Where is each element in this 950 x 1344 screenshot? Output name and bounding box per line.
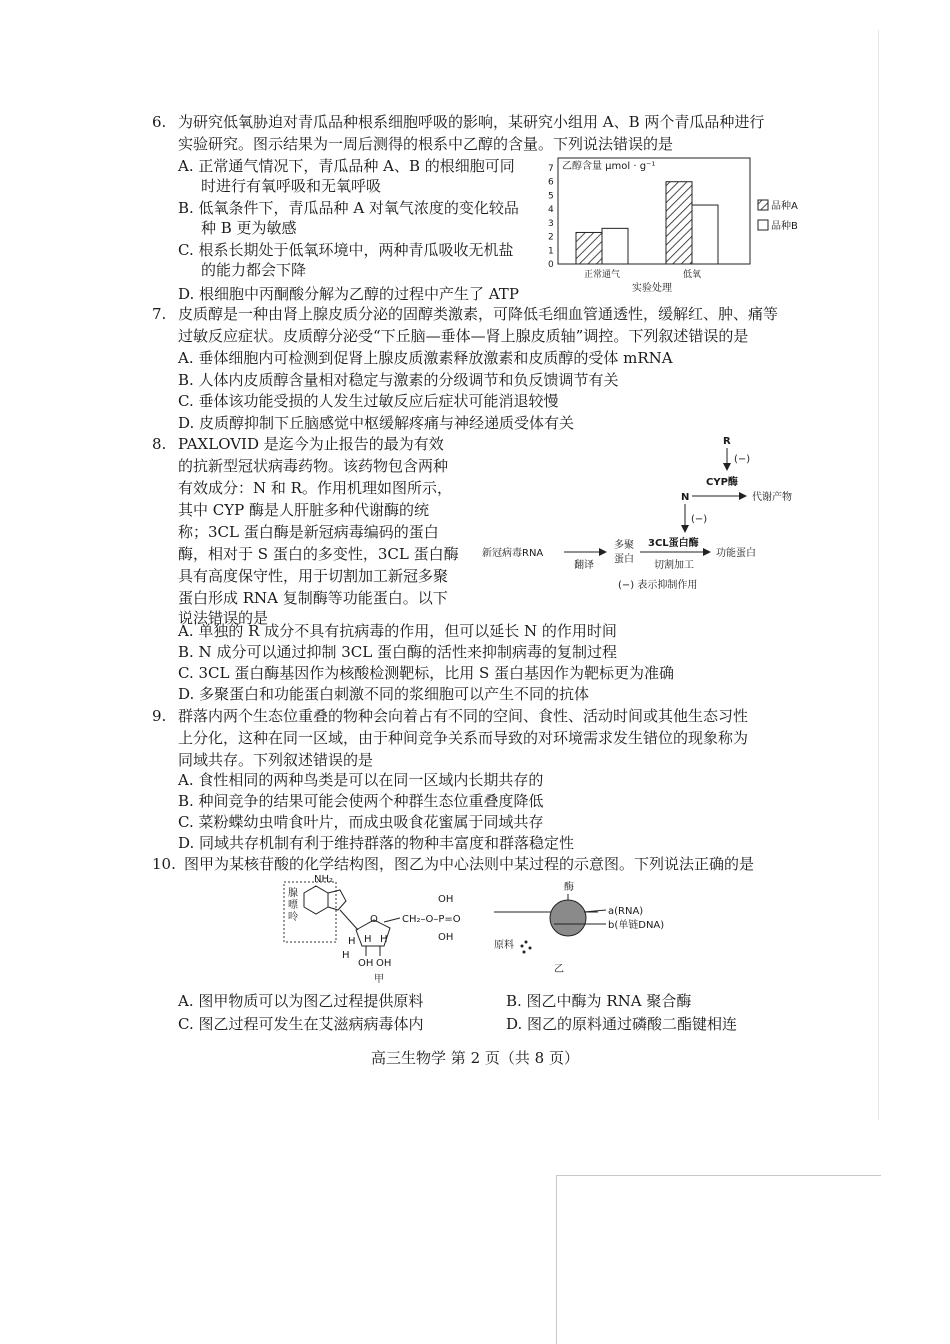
- q9-number: 9.: [152, 707, 167, 725]
- diagram-cut: 切割加工: [654, 560, 694, 571]
- q6-option-b-cont: 种 B 更为敏感: [201, 219, 297, 237]
- q8-option-b: B. N 成分可以通过抑制 3CL 蛋白酶的活性来抑制病毒的复制过程: [178, 643, 617, 661]
- q7-option-c: C. 垂体该功能受损的人发生过敏反应后症状可能消退较慢: [178, 392, 559, 410]
- q8-stem-line6: 酶，相对于 S 蛋白的多变性，3CL 蛋白酶: [178, 545, 459, 563]
- nh2-label: NH₂: [314, 874, 334, 885]
- y-tick-label: 2: [548, 232, 554, 243]
- q9-stem-line3: 同域共存。下列叙述错误的是: [178, 751, 374, 769]
- bar-品种A-正常通气: [576, 232, 602, 264]
- q10-option-b: B. 图乙中酶为 RNA 聚合酶: [506, 992, 692, 1010]
- y-tick-label: 0: [548, 260, 554, 270]
- q9-option-c: C. 菜粉蝶幼虫啃食叶片，而成虫吸食花蜜属于同域共存: [178, 813, 544, 831]
- q6-option-c-cont: 的能力都会下降: [201, 261, 307, 279]
- chart-legend: [758, 199, 798, 232]
- oh-3prime: OH: [376, 958, 392, 969]
- y-tick-label: 6: [548, 177, 554, 188]
- chart-xlabel: 实验处理: [632, 283, 672, 294]
- q8-option-c: C. 3CL 蛋白酶基因作为核酸检测靶标，比用 S 蛋白基因作为靶标更为准确: [178, 664, 675, 682]
- q6-option-c: C. 根系长期处于低氧环境中，两种青瓜吸收无机盐: [178, 241, 514, 259]
- q6-option-a-cont: 时进行有氧呼吸和无氧呼吸: [201, 177, 382, 195]
- figure-jia-label: 甲: [374, 974, 384, 984]
- q8-stem-line1: PAXLOVID 是迄今为止报告的最为有效: [178, 435, 444, 453]
- y-tick-label: 3: [548, 218, 554, 229]
- q6-stem-line1: 为研究低氧胁迫对青瓜品种根系细胞呼吸的影响，某研究小组用 A、B 两个青瓜品种进行: [178, 113, 765, 131]
- h-1: H: [348, 936, 356, 947]
- strand-b-label: b(单链DNA): [608, 920, 665, 931]
- diagram-r: R: [723, 436, 731, 447]
- base-char-3: 呤: [288, 912, 298, 923]
- chart-title: 乙醇含量 μmol · g⁻¹: [562, 161, 656, 172]
- paxlovid-mechanism-diagram: [478, 428, 818, 598]
- y-tick-label: 7: [548, 164, 554, 174]
- q10-option-c: C. 图乙过程可发生在艾滋病病毒体内: [178, 1015, 424, 1033]
- diagram-inhibit-2: (−): [691, 514, 708, 525]
- q6-option-b: B. 低氧条件下，青瓜品种 A 对氧气浓度的变化较品: [178, 199, 519, 217]
- legend-swatch-a: [758, 200, 768, 210]
- q8-stem-line2: 的抗新型冠状病毒药物。该药物包含两种: [178, 457, 449, 475]
- phosphate-oh-bottom: OH: [438, 932, 454, 943]
- x-category-label: 低氧: [682, 270, 702, 280]
- x-category-label: 正常通气: [583, 270, 621, 280]
- q7-option-b: B. 人体内皮质醇含量相对稳定与激素的分级调节和负反馈调节有关: [178, 371, 619, 389]
- q9-stem-line2: 上分化，这种在同一区域，由于种间竞争关系而导致的对环境需求发生错位的现象称为: [178, 729, 749, 747]
- q6-stem-line2: 实验研究。图示结果为一周后测得的根系中乙醇的含量。下列说法错误的是: [178, 135, 674, 153]
- y-tick-label: 5: [548, 191, 554, 202]
- q8-stem-line4: 其中 CYP 酶是人肝脏多种代谢酶的统: [178, 501, 430, 519]
- strand-a-label: a(RNA): [608, 906, 644, 917]
- bar-品种A-低氧: [666, 182, 692, 264]
- diagram-virus-rna: 新冠病毒RNA: [482, 548, 544, 559]
- q7-option-d: D. 皮质醇抑制下丘脑感觉中枢缓解疼痛与神经递质受体有关: [178, 414, 575, 432]
- q9-option-d: D. 同域共存机制有利于维持群落的物种丰富度和群落稳定性: [178, 834, 575, 852]
- diagram-translate: 翻译: [574, 560, 594, 571]
- purine-hexagon: [304, 886, 328, 914]
- h-2: H: [364, 934, 372, 945]
- legend-label-a: 品种A: [771, 201, 798, 212]
- bar-品种B-正常通气: [602, 228, 628, 264]
- ring-oxygen: O: [370, 914, 378, 925]
- q8-option-a: A. 单独的 R 成分不具有抗病毒的作用，但可以延长 N 的作用时间: [178, 622, 617, 640]
- h-4: H: [342, 950, 350, 961]
- h-3: H: [380, 934, 388, 945]
- q9-stem-line1: 群落内两个生态位重叠的物种会向着占有不同的空间、食性、活动时间或其他生态习性: [178, 707, 749, 725]
- q8-stem-line3: 有效成分：N 和 R。作用机理如图所示，: [178, 479, 452, 497]
- diagram-note: (−) 表示抑制作用: [618, 580, 698, 591]
- q7-stem-line1: 皮质醇是一种由肾上腺皮质分泌的固醇类激素，可降低毛细血管通透性，缓解红、肿、痛等: [178, 305, 779, 323]
- q8-stem-line9: 说法错误的是: [178, 609, 269, 627]
- diagram-metabolite: 代谢产物: [752, 492, 792, 503]
- ethanol-bar-chart: [540, 150, 820, 298]
- q10-number: 10.: [152, 855, 176, 873]
- q6-option-a: A. 正常通气情况下，青瓜品种 A、B 的根细胞可同: [178, 157, 515, 175]
- diagram-poly-2: 蛋白: [614, 554, 634, 565]
- diagram-n: N: [681, 492, 690, 503]
- q9-option-b: B. 种间竞争的结果可能会使两个种群生态位重叠度降低: [178, 792, 544, 810]
- purine-pentagon: [328, 890, 346, 910]
- q10-option-a: A. 图甲物质可以为图乙过程提供原料: [178, 992, 424, 1010]
- q8-number: 8.: [152, 435, 167, 453]
- q9-option-a: A. 食性相同的两种鸟类是可以在同一区域内长期共存的: [178, 771, 544, 789]
- nucleotide-structure-figure: [280, 872, 480, 984]
- y-tick-label: 1: [548, 246, 554, 257]
- diagram-inhibit-1: (−): [734, 454, 751, 465]
- diagram-func-protein: 功能蛋白: [716, 548, 756, 559]
- oh-2prime: OH: [358, 958, 374, 969]
- q10-stem: 图甲为某核苷酸的化学结构图，图乙为中心法则中某过程的示意图。下列说法正确的是: [184, 855, 755, 873]
- q8-option-d: D. 多聚蛋白和功能蛋白刺激不同的浆细胞可以产生不同的抗体: [178, 685, 590, 703]
- legend-label-b: 品种B: [771, 221, 798, 232]
- raw-material-label: 原料: [494, 940, 514, 951]
- y-tick-label: 4: [548, 205, 554, 216]
- q8-stem-line7: 具有高度保守性，用于切割加工新冠多聚: [178, 567, 449, 585]
- q8-stem-line5: 称；3CL 蛋白酶是新冠病毒编码的蛋白: [178, 523, 439, 541]
- base-char-2: 嘌: [288, 900, 298, 911]
- enzyme-label: 酶: [564, 882, 574, 893]
- scan-corner-box: [556, 1175, 881, 1344]
- q8-stem-line8: 蛋白形成 RNA 复制酶等功能蛋白。以下: [178, 589, 448, 607]
- bar-品种B-低氧: [692, 205, 718, 264]
- phosphate-oh-top: OH: [438, 894, 454, 905]
- q6-option-d: D. 根细胞中丙酮酸分解为乙醇的过程中产生了 ATP: [178, 285, 519, 303]
- base-char-1: 腺: [288, 888, 298, 899]
- enzyme-circle: [550, 900, 586, 936]
- diagram-3cl: 3CL蛋白酶: [648, 538, 699, 549]
- scan-edge-line: [878, 30, 879, 1120]
- q10-option-d: D. 图乙的原料通过磷酸二酯键相连: [506, 1015, 738, 1033]
- phosphate-group: CH₂–O–P=O: [402, 914, 461, 925]
- diagram-cyp: CYP酶: [706, 477, 738, 488]
- diagram-poly-1: 多聚: [614, 540, 634, 551]
- figure-yi-label: 乙: [554, 964, 564, 975]
- q6-number: 6.: [152, 113, 167, 131]
- legend-swatch-b: [758, 220, 768, 230]
- transcription-figure: [488, 876, 708, 976]
- page-footer: 高三生物学 第 2 页（共 8 页）: [371, 1049, 579, 1067]
- q7-option-a: A. 垂体细胞内可检测到促肾上腺皮质激素释放激素和皮质醇的受体 mRNA: [178, 349, 673, 367]
- q7-stem-line2: 过敏反应症状。皮质醇分泌受“下丘脑—垂体—肾上腺皮质轴”调控。下列叙述错误的是: [178, 327, 749, 345]
- q7-number: 7.: [152, 305, 167, 323]
